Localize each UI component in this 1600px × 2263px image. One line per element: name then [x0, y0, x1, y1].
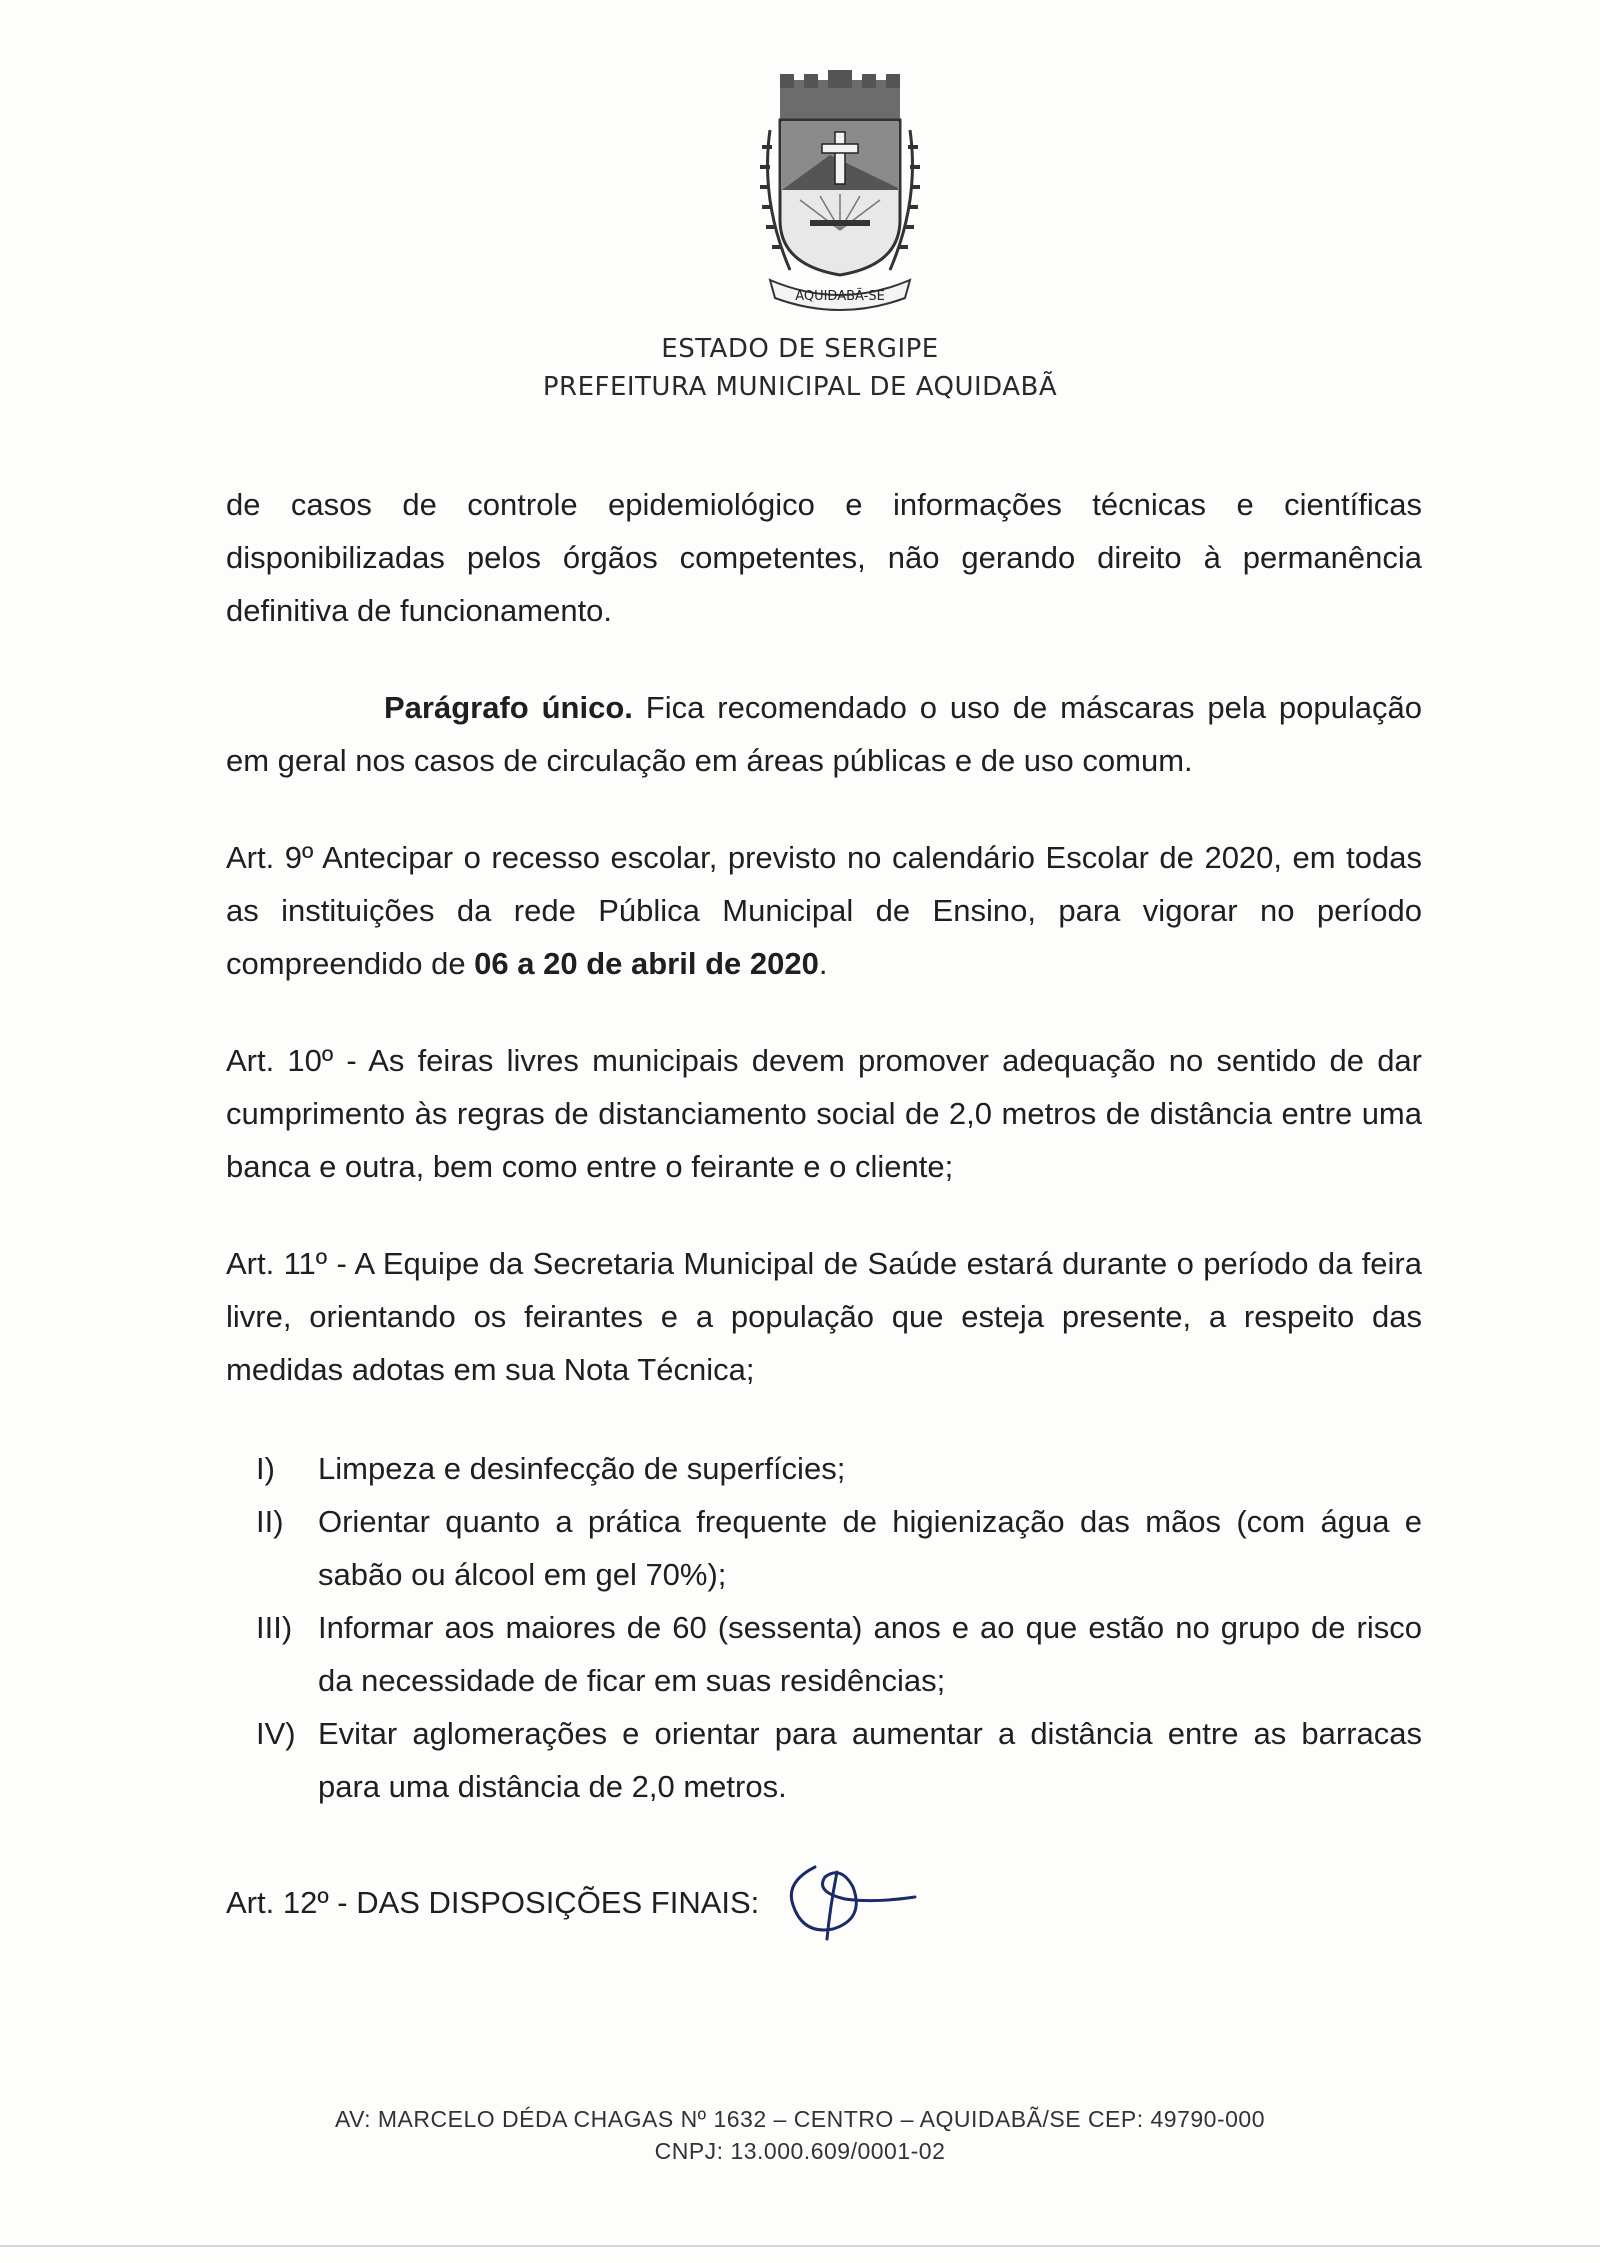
paragraph-single	[226, 681, 1422, 787]
list-item-number: II)	[256, 1504, 284, 1539]
article-12-heading: Art. 12º - DAS DISPOSIÇÕES FINAIS:	[226, 1884, 760, 1920]
document-body	[226, 478, 1422, 1947]
article-9	[226, 831, 1422, 990]
list-item-number: IV)	[256, 1716, 296, 1751]
list-item-text: Orientar quanto a prática frequente de higienização das mãos (com água e sabão ou álcool em gel 70%);	[318, 1504, 1422, 1592]
article-9-text: Art. 9º Antecipar o recesso escolar, previsto no calendário Escolar de 2020, em todas as instituições da rede Pública Municipal de Ensino, para vigorar no período compreendido de	[226, 840, 1422, 981]
list-item	[226, 1442, 1422, 1495]
list-item	[226, 1707, 1422, 1813]
list-item-text: Limpeza e desinfecção de superfícies;	[318, 1451, 846, 1486]
page-edge-divider	[0, 2245, 1600, 2247]
list-item	[226, 1601, 1422, 1707]
footer-address: AV: MARCELO DÉDA CHAGAS Nº 1632 – CENTRO – AQUIDABÃ/SE CEP: 49790-000	[334, 2106, 1266, 2132]
crest-ribbon-text: AQUIDABÃ-SE	[795, 289, 885, 304]
municipal-crest-logo	[740, 70, 940, 320]
list-item-number: III)	[256, 1610, 293, 1645]
handwritten-signature	[775, 1857, 925, 1947]
list-item-text: Informar aos maiores de 60 (sessenta) anos e ao que estão no grupo de risco da necessidade de ficar em suas residências;	[318, 1610, 1422, 1698]
article-9-end: .	[818, 946, 828, 981]
article-12-row	[226, 1857, 1422, 1947]
article-11: Art. 11º - A Equipe da Secretaria Municipal de Saúde estará durante o período da feira livre, orientando os feirantes e a população que esteja presente, a respeito das medidas adotas em sua Nota Técnica;	[226, 1246, 1422, 1387]
list-item-number: I)	[256, 1451, 275, 1486]
paragraph-single-label: Parágrafo único.	[384, 690, 633, 725]
header-state: ESTADO DE SERGIPE	[661, 334, 939, 364]
measures-list	[226, 1442, 1422, 1813]
article-9-dates: 06 a 20 de abril de 2020	[474, 946, 819, 981]
article-10: Art. 10º - As feiras livres municipais devem promover adequação no sentido de dar cumprimento às regras de distanciamento social de 2,0 metros de distância entre uma banca e outra, bem como entre o feirante e o cliente;	[226, 1043, 1422, 1184]
paragraph-continuation: de casos de controle epidemiológico e informações técnicas e científicas disponibilizadas pelos órgãos competentes, não gerando direito à permanência definitiva de funcionamento.	[226, 487, 1422, 628]
list-item	[226, 1495, 1422, 1601]
list-item-text: Evitar aglomerações e orientar para aumentar a distância entre as barracas para uma distância de 2,0 metros.	[318, 1716, 1422, 1804]
footer-cnpj: CNPJ: 13.000.609/0001-02	[654, 2138, 946, 2164]
header-city-hall: PREFEITURA MUNICIPAL DE AQUIDABÃ	[542, 372, 1058, 402]
paragraph-single-text: Fica recomendado o uso de máscaras pela população em geral nos casos de circulação em áreas públicas e de uso comum.	[226, 690, 1423, 778]
